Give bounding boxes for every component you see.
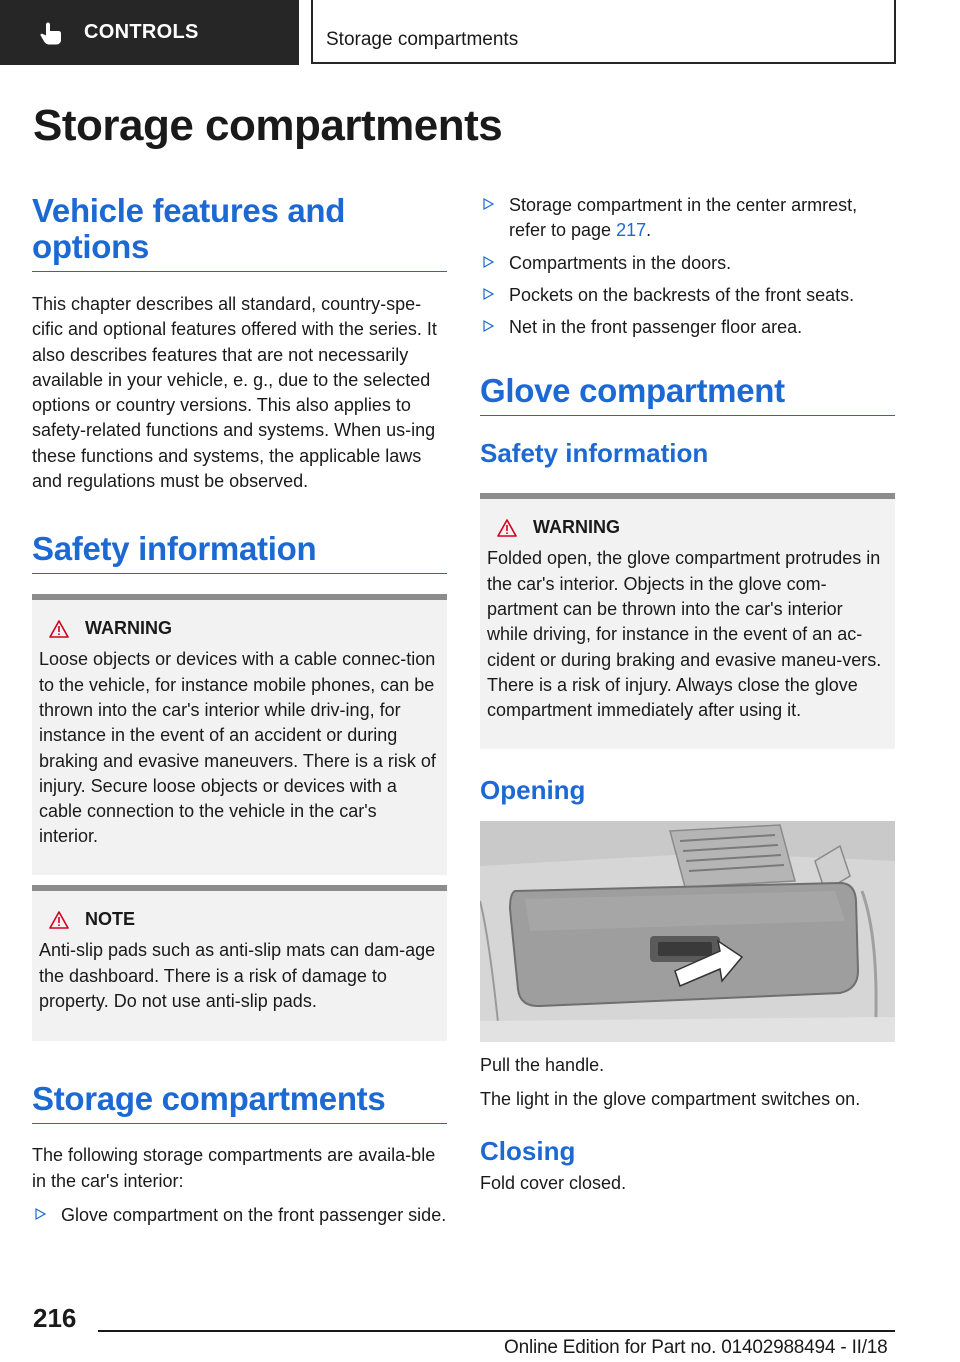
glove-compartment-heading: Glove compartment xyxy=(480,373,895,416)
closing-heading: Closing xyxy=(480,1136,576,1167)
opening-text-2: The light in the glove compartment switches on. xyxy=(480,1088,861,1109)
page-topic: Storage compartments xyxy=(311,0,896,64)
opening-heading: Opening xyxy=(480,775,586,806)
note-label: NOTE xyxy=(85,909,136,930)
warning-text: Loose objects or devices with a cable connec-tion to the vehicle, for instance mobile phones, can be thrown into the car's interior while driv-ing, for instance in the event of an accident or during braking and evasive maneuvers. There is a risk of injury. Secure loose objects or devices with a cable connection to the vehicle in the car's interior. xyxy=(39,649,436,847)
warning-triangle-icon xyxy=(497,519,517,537)
page-header xyxy=(0,0,960,66)
vehicle-features-heading: Vehicle features and options xyxy=(32,193,447,272)
warning-label: WARNING xyxy=(533,517,620,538)
warning-triangle-icon xyxy=(49,620,69,638)
storage-compartments-text: The following storage compartments are availa-ble in the car's interior: xyxy=(32,1145,436,1191)
list-item-text: Storage compartment in the center armrest, refer to page xyxy=(509,195,858,241)
note-box xyxy=(32,885,447,1041)
warning-header xyxy=(49,618,440,639)
list-item-text: Compartments in the doors. xyxy=(509,252,732,273)
pointing-hand-icon xyxy=(40,21,62,45)
warning-box xyxy=(32,594,447,875)
triangle-bullet-icon xyxy=(483,288,494,300)
note-header xyxy=(49,909,440,930)
vehicle-features-text: This chapter describes all standard, country-spe-cific and optional features offered with the series. It also describes features that are not necessarily available in your vehicle, e. g., due to the selected options or country versions. This also applies to safety-related functions and systems. When us-ing these functions and systems, the applicable laws and regulations must be observed. xyxy=(32,294,437,492)
triangle-bullet-icon xyxy=(483,256,494,268)
closing-text: Fold cover closed. xyxy=(480,1173,627,1194)
list-item xyxy=(480,193,895,244)
storage-list-left xyxy=(32,1203,447,1228)
left-column xyxy=(32,193,447,1235)
list-item-text: Glove compartment on the front passenger side. xyxy=(61,1204,447,1225)
opening-text-1: Pull the handle. xyxy=(480,1055,605,1076)
safety-information-subheading: Safety information xyxy=(480,438,709,469)
page-number: 216 xyxy=(33,1303,77,1333)
storage-list-right xyxy=(480,193,895,340)
page-footer xyxy=(0,1290,960,1362)
warning-header xyxy=(497,517,888,538)
section-tab-label: CONTROLS xyxy=(84,21,199,43)
list-item-text: Net in the front passenger floor area. xyxy=(509,317,803,338)
note-text: Anti-slip pads such as anti-slip mats can dam-age the dashboard. There is a risk of damage to property. Do not use anti-slip pads. xyxy=(39,940,436,1011)
warning-box xyxy=(480,493,895,749)
triangle-bullet-icon xyxy=(483,198,494,210)
storage-compartments-heading: Storage compartments xyxy=(32,1081,447,1124)
list-item xyxy=(480,283,895,308)
triangle-bullet-icon xyxy=(35,1208,46,1220)
list-item-suffix: . xyxy=(646,220,652,241)
footer-divider xyxy=(98,1330,895,1332)
warning-text: Folded open, the glove compartment protrudes in the car's interior. Objects in the glove com-partment can be thrown into the car's interior while driving, for instance in the event of an ac-cident or during braking and evasive maneu-vers. There is a risk of injury. Always close the glove compartment immediately after using it. xyxy=(487,548,882,721)
section-tab xyxy=(0,0,299,65)
warning-label: WARNING xyxy=(85,618,172,639)
list-item xyxy=(32,1203,447,1228)
warning-triangle-icon xyxy=(49,911,69,929)
right-column xyxy=(480,193,895,1196)
safety-information-heading: Safety information xyxy=(32,531,447,574)
list-item xyxy=(480,315,895,340)
page-reference-link[interactable]: 217 xyxy=(616,220,647,241)
list-item-text: Pockets on the backrests of the front seats. xyxy=(509,284,855,305)
glove-compartment-illustration xyxy=(480,821,895,1042)
page-title: Storage compartments xyxy=(33,101,503,150)
list-item xyxy=(480,251,895,276)
edition-text: Online Edition for Part no. 01402988494 - II/18 xyxy=(504,1337,888,1358)
triangle-bullet-icon xyxy=(483,320,494,332)
